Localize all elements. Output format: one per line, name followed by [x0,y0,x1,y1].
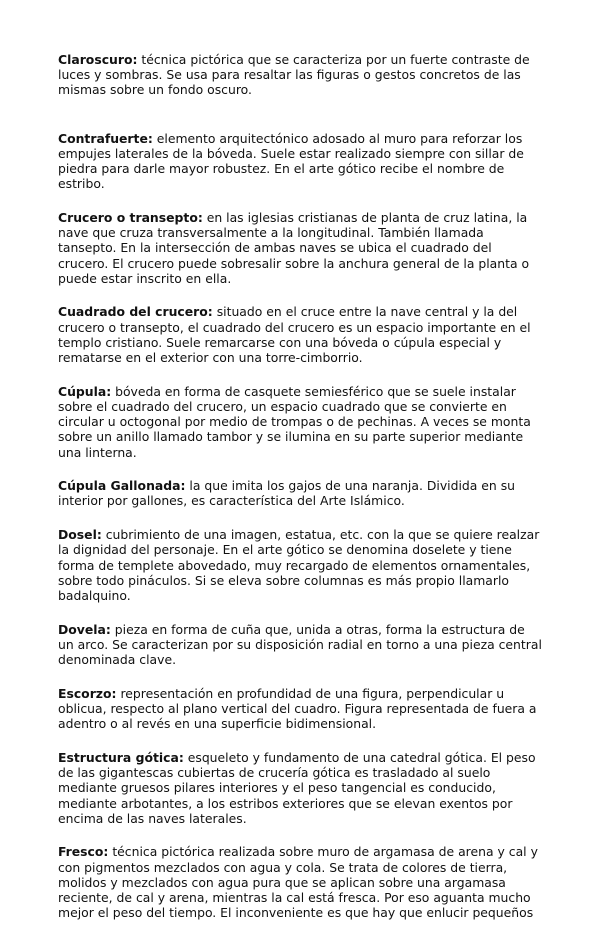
glossary-term: Dosel: [58,527,102,543]
glossary-term: Estructura gótica: [58,749,184,765]
glossary-definition: elemento arquitectónico adosado al muro para reforzar los empujes laterales de la bóveda. Suele estar realizado siempre con sillar de piedra para darle mayor robustez. En el arte gótico recibe el nombre de estribo. [58,130,524,192]
glossary-definition: técnica pictórica realizada sobre muro de argamasa de arena y cal y con pigmentos mezclados con agua y cola. Se trata de colores de tierra, molidos y mezclados con agua pura que se aplican sobre una argamasa reciente, de cal y arena, mientras la cal está fresca. Por eso aguanta mucho mejor el peso del tiempo. El inconveniente es que hay que enlucir pequeños [58,844,538,921]
glossary-term: Crucero o transepto: [58,209,203,225]
glossary-term: Dovela: [58,621,111,637]
glossary-entry [58,686,544,732]
glossary-term: Cuadrado del crucero: [58,304,213,320]
glossary-entry [58,478,544,508]
glossary-term: Cúpula Gallonada: [58,478,186,494]
glossary-page [58,52,544,939]
glossary-definition: situado en el cruce entre la nave central y la del crucero o transepto, el cuadrado del crucero es un espacio importante en el templo cristiano. Suele remarcarse con una bóveda o cúpula especial y rematarse en el exterior con una torre-cimborrio. [58,304,531,366]
glossary-term: Fresco: [58,844,109,860]
glossary-definition: en las iglesias cristianas de planta de cruz latina, la nave que cruza transversalmente a la longitudinal. También llamada tansepto. En la intersección de ambas naves se ubica el cuadrado del crucero. El crucero puede sobresalir sobre la anchura general de la planta o puede estar inscrito en ella. [58,209,530,286]
glossary-entry [58,131,544,192]
glossary-entry [58,210,544,286]
glossary-definition: esqueleto y fundamento de una catedral gótica. El peso de las gigantescas cubiertas de crucería gótica es trasladado al suelo mediante gruesos pilares interiores y el peso tangencial es conducido, mediante arbotantes, a los estribos exteriores que se elevan exentos por encima de las naves laterales. [58,749,536,826]
glossary-entry [58,304,544,365]
glossary-entry [58,527,544,603]
glossary-definition: representación en profundidad de una figura, perpendicular u oblicua, respecto al plano vertical del cuadro. Figura representada de fuera a adentro o al revés en una superficie bidimensional. [58,685,537,732]
glossary-definition: cubrimiento de una imagen, estatua, etc. con la que se quiere realzar la dignidad del personaje. En el arte gótico se denomina doselete y tiene forma de templete abovedado, muy recargado de elementos ornamentales, sobre todo pináculos. Si se eleva sobre columnas es más propio llamarlo badalquino. [58,527,540,603]
glossary-term: Contrafuerte: [58,130,153,146]
glossary-term: Cúpula: [58,383,112,399]
glossary-term: Escorzo: [58,685,117,701]
glossary-entry [58,52,544,98]
glossary-definition: técnica pictórica que se caracteriza por un fuerte contraste de luces y sombras. Se usa para resaltar las figuras o gestos concretos de las mismas sobre un fondo oscuro. [58,52,530,98]
glossary-entry [58,844,544,920]
glossary-entry [58,384,544,460]
glossary-term: Claroscuro: [58,52,138,67]
glossary-entry [58,750,544,826]
glossary-definition: bóveda en forma de casquete semiesférico que se suele instalar sobre el cuadrado del crucero, un espacio cuadrado que se convierte en circular u octogonal por medio de trompas o de pechinas. A veces se monta sobre un anillo llamado tambor y se ilumina en su parte superior mediante una linterna. [58,383,531,460]
glossary-entry [58,622,544,668]
glossary-definition: la que imita los gajos de una naranja. Dividida en su interior por gallones, es característica del Arte Islámico. [58,478,516,509]
glossary-definition: pieza en forma de cuña que, unida a otras, forma la estructura de un arco. Se caracterizan por su disposición radial en torno a una pieza central denominada clave. [58,621,542,668]
